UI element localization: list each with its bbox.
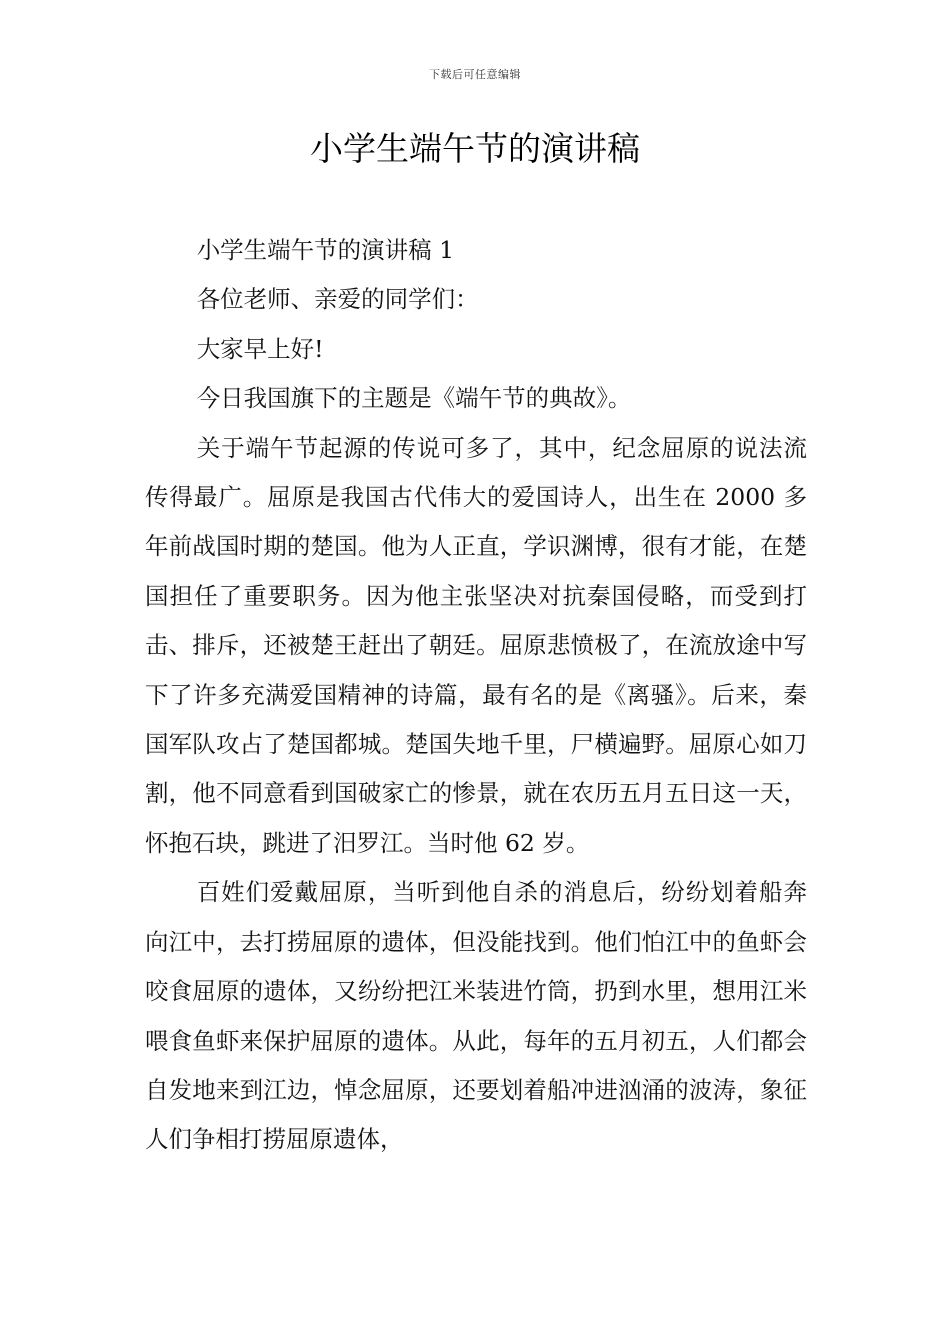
header-note: 下载后可任意编辑	[429, 68, 521, 81]
paragraph-origin-story: 关于端午节起源的传说可多了，其中，纪念屈原的说法流传得最广。屈原是我国古代伟大的爱国诗人，出生在 2000 多年前战国时期的楚国。他为人正直，学识渊博，很有才能，在楚国担任了重要职务。因为他主张坚决对抗秦国侵略，而受到打击、排斥，还被楚王赶出了朝廷。屈原悲愤极了，在流放途中写下了许多充满爱国精神的诗篇，最有名的是《离骚》。后来，秦国军队攻占了楚国都城。楚国失地千里，尸横遍野。屈原心如刀割，他不同意看到国破家亡的惨景，就在农历五月五日这一天，怀抱石块，跳进了汨罗江。当时他 62 岁。	[145, 433, 807, 857]
paragraph-greeting: 大家早上好!	[196, 334, 324, 363]
document-title: 小学生端午节的演讲稿	[310, 129, 640, 168]
document-body	[145, 226, 807, 1165]
paragraph-heading: 小学生端午节的演讲稿 1	[196, 236, 455, 264]
paragraph-people-mourning: 百姓们爱戴屈原，当听到他自杀的消息后，纷纷划着船奔向江中，去打捞屈原的遗体，但没能找到。他们怕江中的鱼虾会咬食屈原的遗体，又纷纷把江米装进竹筒，扔到水里，想用江米喂食鱼虾来保护屈原的遗体。从此，每年的五月初五，人们都会自发地来到江边，悼念屈原，还要划着船冲进汹涌的波涛，象征人们争相打捞屈原遗体，	[145, 878, 807, 1154]
paragraph-topic: 今日我国旗下的主题是《端午节的典故》。	[196, 384, 632, 413]
paragraph-salutation: 各位老师、亲爱的同学们：	[196, 285, 479, 314]
